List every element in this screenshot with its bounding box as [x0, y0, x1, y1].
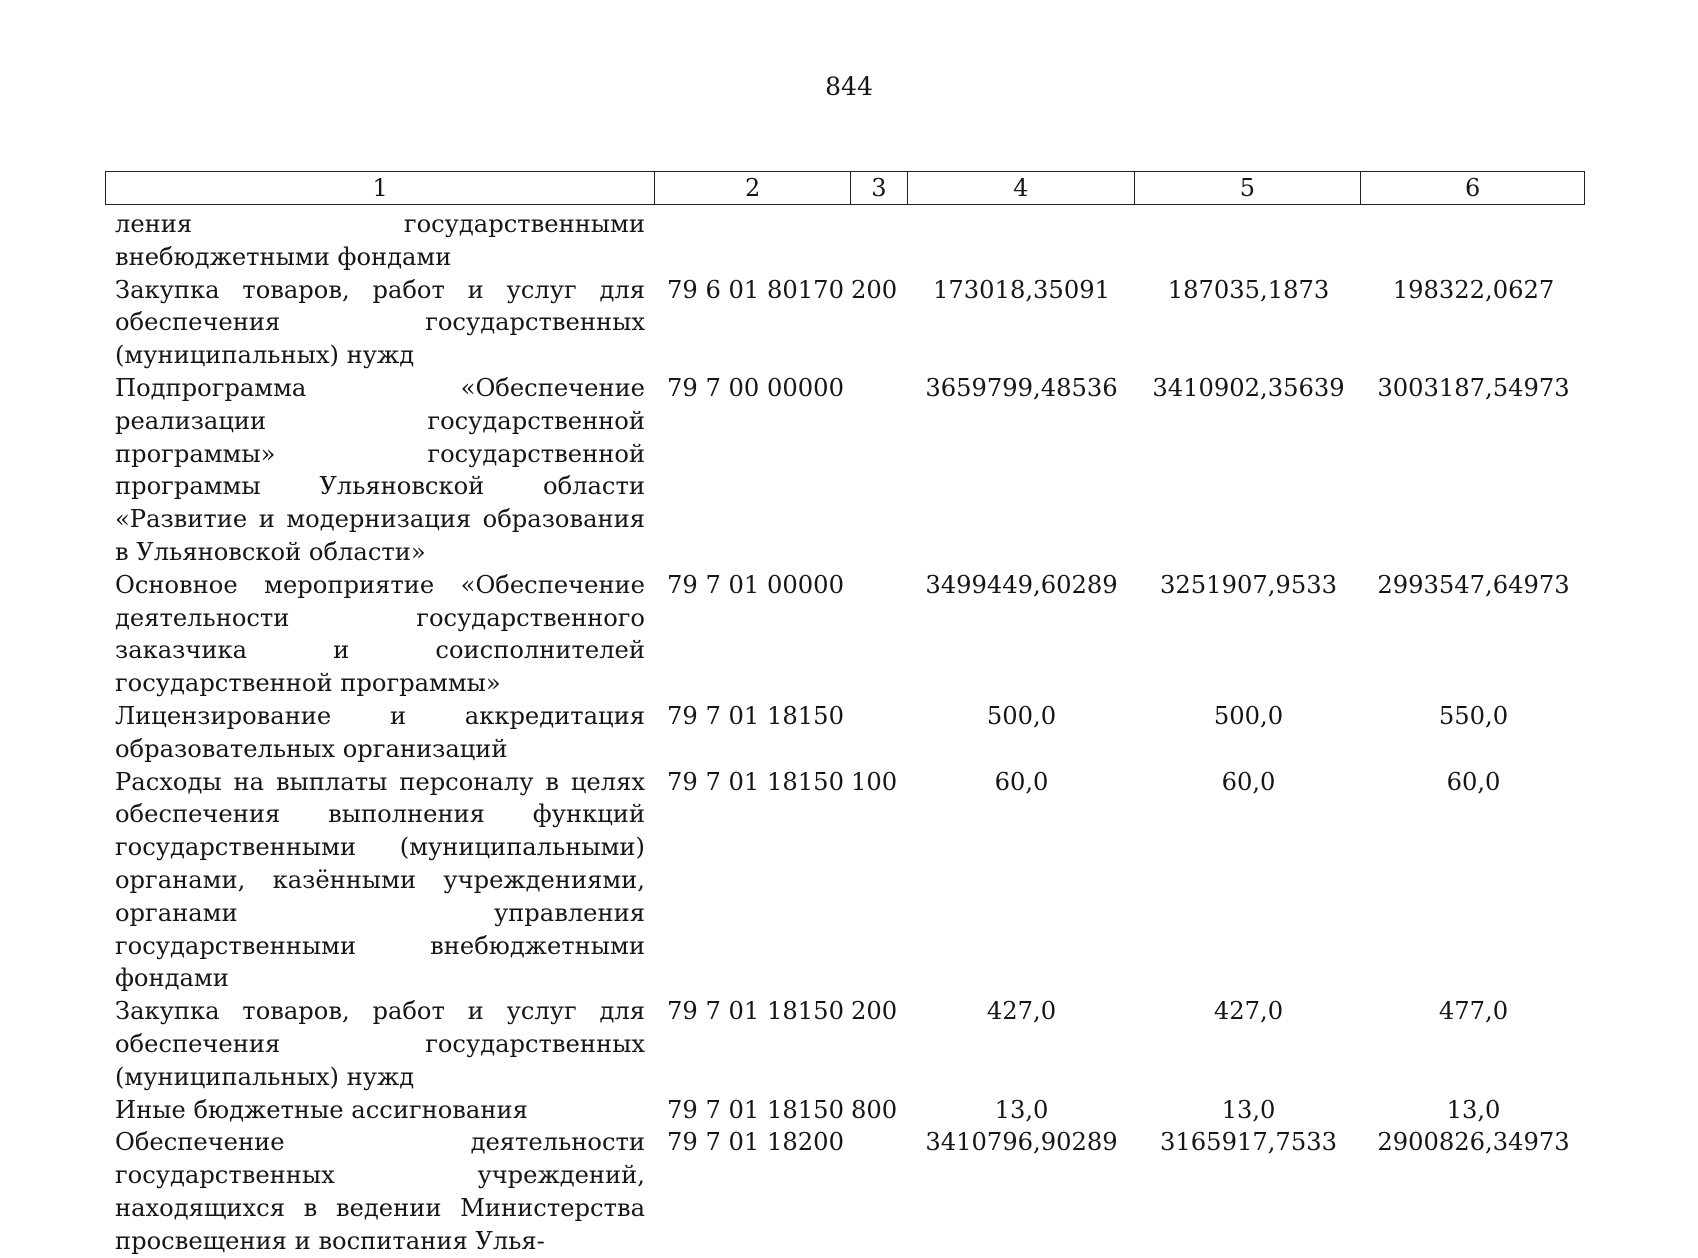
row-value-col6: 60,0 [1446, 767, 1501, 796]
header-cell-1: 1 [106, 172, 655, 204]
row-value-col4: 3410796,90289 [925, 1128, 1118, 1157]
row-value-col6: 477,0 [1438, 997, 1509, 1026]
header-cell-4: 4 [908, 172, 1135, 204]
row-name: Расходы на выплаты персоналу в целях обеспечения выполнения функций государственными (муниципальными) органами, казёнными учреждениями, органами управления государственными внебюджетными фондами [115, 767, 645, 993]
row-name: Лицензирование и аккредитация образовательных организаций [115, 701, 645, 763]
row-value-col4: 13,0 [994, 1095, 1049, 1124]
table-row [115, 995, 1585, 1093]
row-code: 79 7 01 18150 [667, 997, 844, 1026]
row-value-col5: 60,0 [1221, 767, 1276, 796]
row-value-col5: 187035,1873 [1167, 275, 1330, 304]
row-value-col6: 198322,0627 [1392, 275, 1555, 304]
row-value-col6: 2900826,34973 [1377, 1128, 1570, 1157]
row-value-col6: 13,0 [1446, 1095, 1501, 1124]
row-code: 79 7 00 00000 [667, 373, 844, 402]
row-value-col5: 427,0 [1213, 997, 1284, 1026]
row-code: 79 7 01 00000 [667, 570, 844, 599]
row-name: Иные бюджетные ассигнования [115, 1095, 528, 1124]
row-value-col4: 500,0 [986, 701, 1057, 730]
row-value-col6: 550,0 [1438, 701, 1509, 730]
row-name: Обеспечение деятельности государственных учреждений, находящихся в ведении Министерства просвещения и воспитания Улья- [115, 1128, 645, 1255]
row-value-col4: 427,0 [986, 997, 1057, 1026]
table-row [115, 700, 1585, 766]
header-cell-2: 2 [655, 172, 851, 204]
row-name: Подпрограмма «Обеспечение реализации государственной программы» государственной программы Ульяновской области «Развитие и модернизация образования в Ульяновской области» [115, 373, 645, 566]
row-code: 79 7 01 18200 [667, 1128, 844, 1157]
row-value-col4: 3499449,60289 [925, 570, 1118, 599]
row-value-col6: 2993547,64973 [1377, 570, 1570, 599]
row-type: 800 [851, 1095, 898, 1124]
row-type: 100 [851, 767, 898, 796]
table-header-row [105, 171, 1585, 205]
row-value-col6: 3003187,54973 [1377, 373, 1570, 402]
row-value-col5: 13,0 [1221, 1095, 1276, 1124]
row-code: 79 7 01 18150 [667, 767, 844, 796]
row-value-col4: 173018,35091 [933, 275, 1110, 304]
table-row [115, 569, 1585, 700]
row-name: ления государственными внебюджетными фондами [115, 210, 645, 271]
row-value-col4: 3659799,48536 [925, 373, 1118, 402]
row-code: 79 7 01 18150 [667, 1095, 844, 1124]
row-type: 200 [851, 275, 898, 304]
header-cell-6: 6 [1464, 174, 1481, 202]
table-row [115, 208, 1585, 274]
table-row [115, 1126, 1585, 1257]
table-row [115, 372, 1585, 569]
header-cell-3: 3 [851, 172, 908, 204]
row-value-col5: 500,0 [1213, 701, 1284, 730]
row-value-col5: 3165917,7533 [1160, 1128, 1337, 1157]
table-row [115, 274, 1585, 372]
row-name: Основное мероприятие «Обеспечение деятельности государственного заказчика и соисполнителей государственной программы» [115, 570, 645, 698]
table-row [115, 766, 1585, 996]
page-number: 844 [825, 72, 873, 101]
row-name: Закупка товаров, работ и услуг для обеспечения государственных (муниципальных) нужд [115, 997, 645, 1091]
table-row [115, 1094, 1585, 1127]
row-name: Закупка товаров, работ и услуг для обеспечения государственных (муниципальных) нужд [115, 275, 645, 370]
header-cell-5: 5 [1135, 172, 1362, 204]
row-value-col4: 60,0 [994, 767, 1049, 796]
row-value-col5: 3251907,9533 [1160, 570, 1337, 599]
row-type: 200 [851, 997, 898, 1026]
row-value-col5: 3410902,35639 [1152, 373, 1345, 402]
row-code: 79 6 01 80170 [667, 275, 844, 304]
row-code: 79 7 01 18150 [667, 701, 844, 730]
budget-table-body [115, 208, 1585, 1258]
